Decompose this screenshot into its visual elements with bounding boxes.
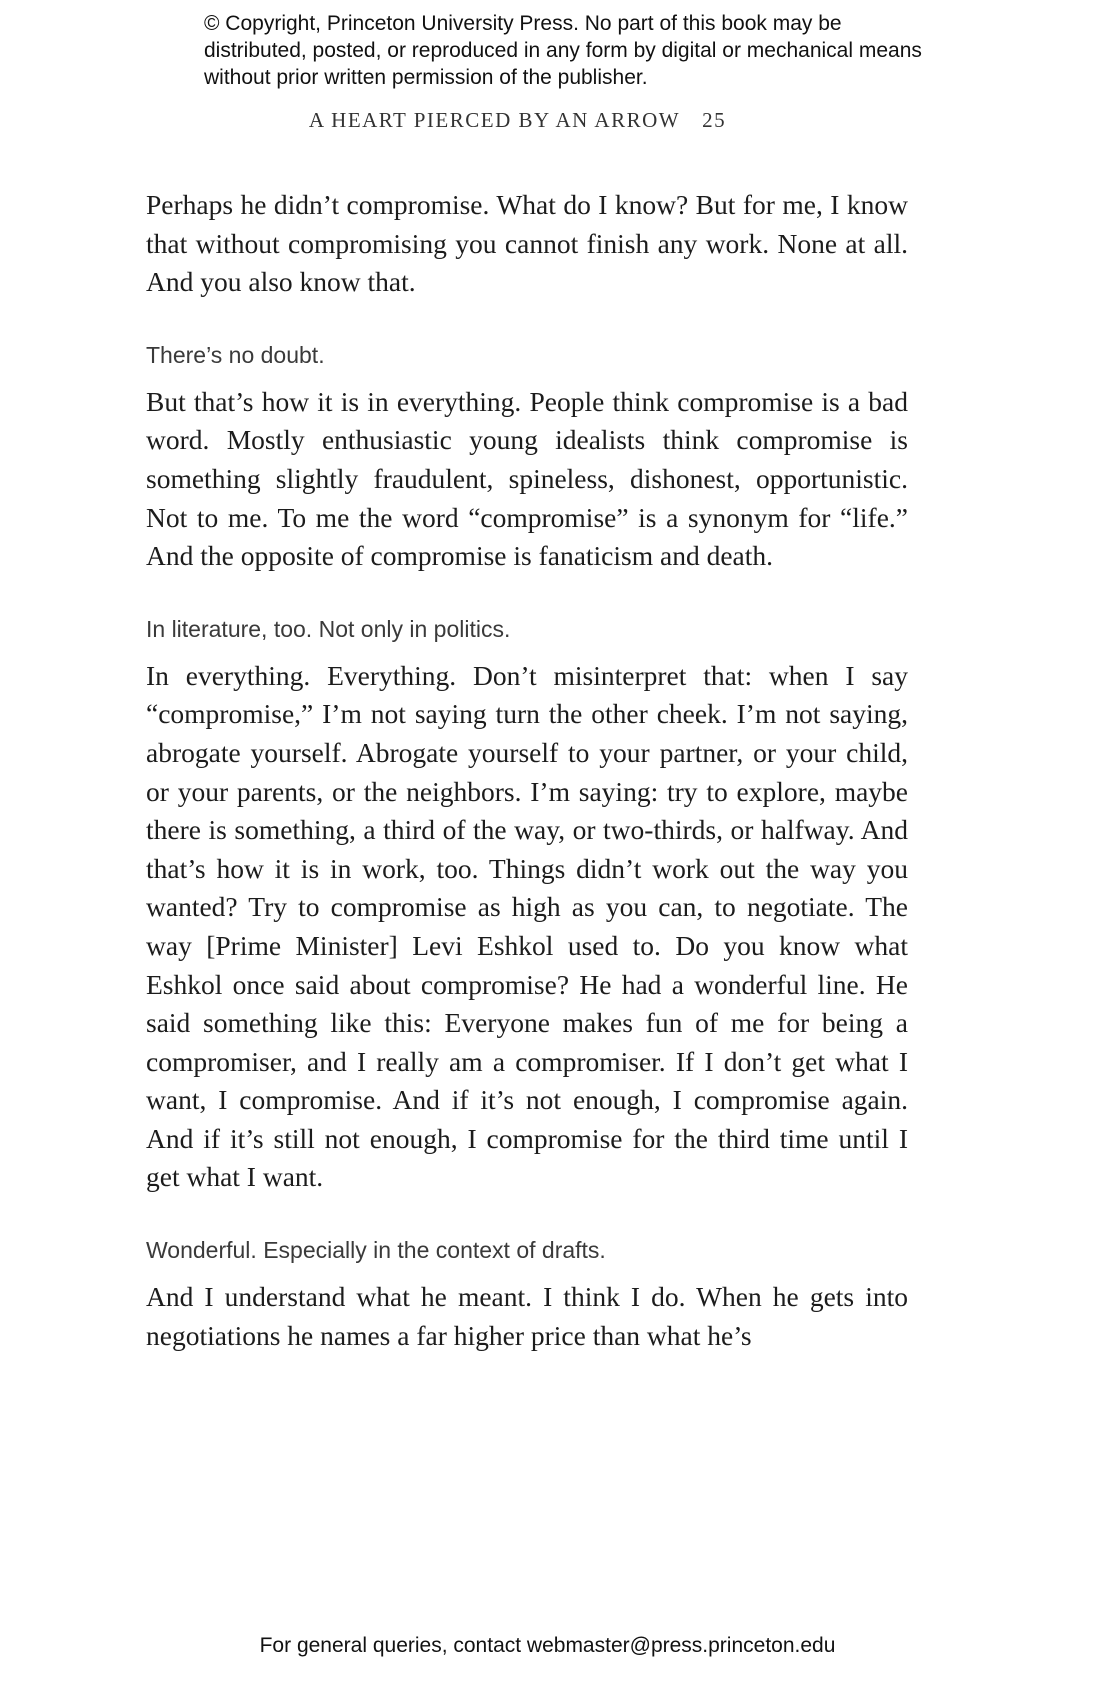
interviewer-question: There’s no doubt. bbox=[146, 341, 325, 368]
footer-contact: For general queries, contact webmaster@press.princeton.edu bbox=[259, 1634, 836, 1657]
answer-paragraph: But that’s how it is in everything. People think compromise is a bad word. Mostly enthusiastic young idealists think compromise is something slightly fraudulent, spineless, dishonest, opportunistic. Not to me. To me the word “compromise” is a synonym for “life.” And the opposite of compromise is fanaticism and death. bbox=[146, 385, 908, 572]
answer-paragraph: Perhaps he didn’t compromise. What do I know? But for me, I know that without compromising you cannot finish any work. None at all. And you also know that. bbox=[146, 189, 908, 298]
page-number: 25 bbox=[702, 108, 727, 132]
page-body bbox=[146, 186, 908, 1355]
running-head-title: A HEART PIERCED BY AN ARROW bbox=[308, 108, 681, 132]
running-head bbox=[0, 108, 1035, 133]
interviewer-question: In literature, too. Not only in politics. bbox=[146, 615, 511, 642]
answer-paragraph: And I understand what he meant. I think I do. When he gets into negotiations he names a far higher price than what he’s bbox=[146, 1281, 908, 1351]
interviewer-question: Wonderful. Especially in the context of drafts. bbox=[146, 1237, 606, 1264]
copyright-notice: © Copyright, Princeton University Press. No part of this book may be distributed, posted, or reproduced in any form by digital or mechanical means without prior written permission of the publisher. bbox=[204, 12, 922, 89]
answer-paragraph: In everything. Everything. Don’t misinterpret that: when I say “compromise,” I’m not saying turn the other cheek. I’m not saying, abrogate yourself. Abrogate yourself to your partner, or your child, or your parents, or the neighbors. I’m saying: try to explore, maybe there is something, a third of the way, or two-thirds, or halfway. And that’s how it is in work, too. Things didn’t work out the way you wanted? Try to compromise as high as you can, to negotiate. The way [Prime Minister] Levi Eshkol used to. Do you know what Eshkol once said about compromise? He had a wonderful line. He said something like this: Everyone makes fun of me for being a compromiser, and I really am a compromiser. If I don’t get what I want, I compromise. And if it’s not enough, I compromise again. And if it’s still not enough, I compromise for the third time until I get what I want. bbox=[146, 659, 908, 1193]
